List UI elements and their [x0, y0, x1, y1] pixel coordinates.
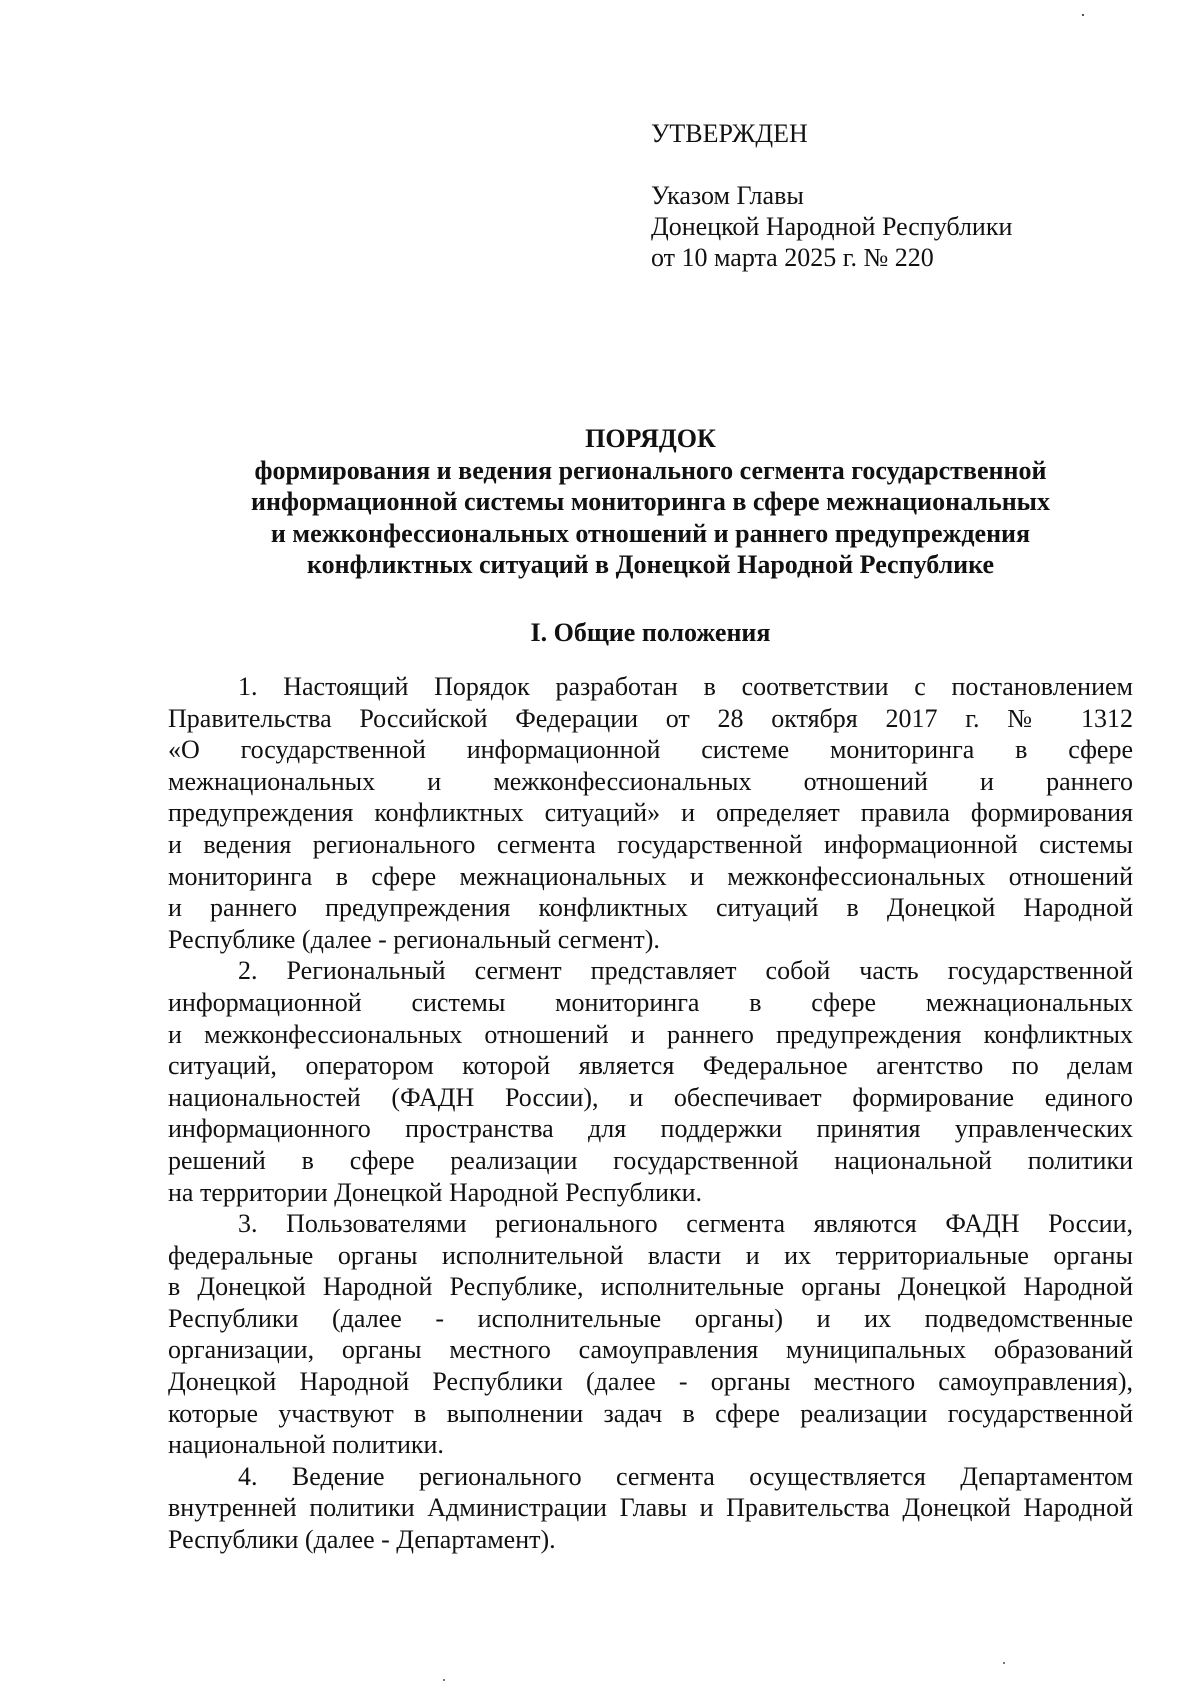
approved-label: УТВЕРЖДЕН: [651, 119, 808, 148]
document-subtitle-line: и межконфессиональных отношений и раннего предупреждения: [270, 518, 1031, 548]
body-text-line: Донецкой Народной Республики (далее - органы местного самоуправления),: [168, 1367, 1133, 1397]
document-subtitle-line: формирования и ведения регионального сегмента государственной: [254, 455, 1047, 485]
body-text-line: 4. Ведение регионального сегмента осуществляется Департаментом: [238, 1461, 1133, 1491]
body-text-line: 1. Настоящий Порядок разработан в соответствии с постановлением: [238, 672, 1133, 701]
scan-speck: [1003, 1662, 1005, 1664]
body-text-line: и ведения регионального сегмента государственной информационной системы: [168, 829, 1133, 859]
body-text-line: внутренней политики Администрации Главы и Правительства Донецкой Народной: [168, 1493, 1133, 1523]
body-text-line: 2. Региональный сегмент представляет собой часть государственной: [238, 956, 1133, 986]
body-text-line: Республики (далее - Департамент).: [168, 1525, 556, 1555]
body-text: [168, 671, 1133, 1556]
document-heading: [168, 423, 1133, 581]
document-subtitle-line: конфликтных ситуаций в Донецкой Народной Республике: [306, 550, 995, 579]
approval-line: Указом Главы: [651, 181, 804, 210]
body-text-line: национальной политики.: [168, 1430, 444, 1460]
body-text-line: на территории Донецкой Народной Республики.: [168, 1177, 703, 1207]
body-text-line: решений в сфере реализации государственной национальной политики: [168, 1145, 1133, 1175]
body-text-line: межнациональных и межконфессиональных отношений и раннего: [168, 766, 1133, 796]
body-text-line: мониторинга в сфере межнациональных и межконфессиональных отношений: [168, 861, 1133, 891]
body-text-line: в Донецкой Народной Республике, исполнительные органы Донецкой Народной: [168, 1272, 1133, 1302]
body-text-line: которые участвуют в выполнении задач в сфере реализации государственной: [168, 1398, 1133, 1428]
section-title: I. Общие положения: [530, 618, 771, 647]
scan-speck: [443, 1679, 445, 1681]
body-text-line: национальностей (ФАДН России), и обеспечивает формирование единого: [168, 1082, 1133, 1112]
scan-speck: [1082, 14, 1084, 16]
body-text-line: ситуаций, оператором которой является Федеральное агентство по делам: [168, 1051, 1133, 1081]
body-text-line: Республики (далее - исполнительные органы) и их подведомственные: [168, 1303, 1133, 1333]
body-text-line: 3. Пользователями регионального сегмента являются ФАДН России,: [238, 1209, 1133, 1239]
body-text-line: и межконфессиональных отношений и раннего предупреждения конфликтных: [168, 1019, 1133, 1049]
body-text-line: федеральные органы исполнительной власти и их территориальные органы: [168, 1240, 1133, 1270]
document-title: ПОРЯДОК: [585, 424, 716, 453]
body-text-line: «О государственной информационной системе мониторинга в сфере: [168, 735, 1133, 765]
approval-line: от 10 марта 2025 г. № 220: [651, 243, 934, 272]
body-text-line: Правительства Российской Федерации от 28 октября 2017 г. № 1312: [168, 703, 1133, 733]
body-text-line: предупреждения конфликтных ситуаций» и определяет правила формирования: [168, 798, 1133, 828]
body-text-line: информационного пространства для поддержки принятия управленческих: [168, 1114, 1133, 1144]
document-subtitle-line: информационной системы мониторинга в сфере межнациональных: [251, 487, 1050, 516]
body-text-line: Республике (далее - региональный сегмент).: [168, 924, 660, 954]
body-text-line: информационной системы мониторинга в сфере межнациональных: [168, 987, 1133, 1017]
body-text-line: и раннего предупреждения конфликтных ситуаций в Донецкой Народной: [168, 893, 1133, 923]
approval-line: Донецкой Народной Республики: [651, 212, 1013, 241]
approval-stamp-block: [651, 118, 1012, 273]
body-text-line: организации, органы местного самоуправления муниципальных образований: [168, 1335, 1133, 1365]
